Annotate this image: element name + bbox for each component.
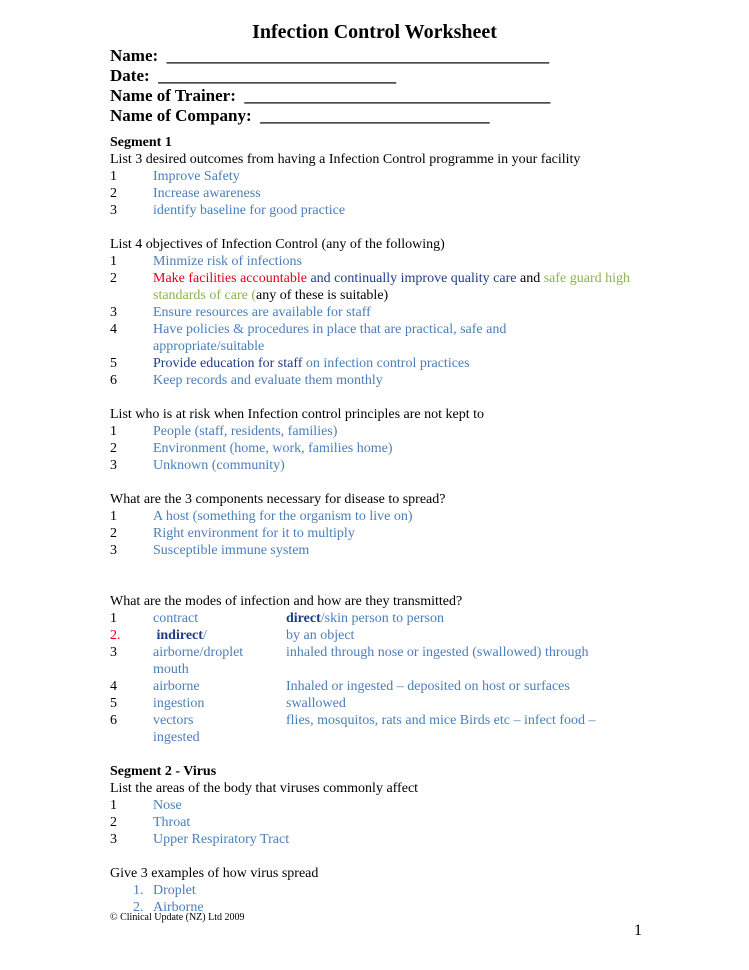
footer-copyright: © Clinical Update (NZ) Ltd 2009 [110, 912, 245, 923]
list-item [110, 423, 670, 440]
item-answer: identify baseline for good practice [153, 203, 346, 218]
item-answer: Improve Safety [153, 169, 240, 184]
question-virus-spread: Give 3 examples of how virus spread [110, 866, 319, 881]
mode-name: airborne [153, 679, 200, 694]
list-item [110, 695, 670, 712]
question-outcomes: List 3 desired outcomes from having a Infection Control programme in your facility [110, 152, 581, 167]
item-number: 6 [110, 713, 117, 728]
item-answer: Throat [153, 815, 191, 830]
item-answer: Ensure resources are available for staff [153, 305, 371, 320]
item-number: 3 [110, 645, 117, 660]
item-number: 1 [110, 254, 117, 269]
list-item [110, 712, 670, 746]
list-item [110, 627, 670, 644]
list-item [110, 304, 670, 321]
item-number: 3 [110, 543, 117, 558]
item-answer: Minmize risk of infections [153, 254, 302, 269]
item-number: 2. [110, 628, 121, 643]
list-item [110, 202, 670, 219]
question-at-risk: List who is at risk when Infection control principles are not kept to [110, 407, 485, 422]
item-number: 1 [110, 798, 117, 813]
mode-name: airborne/droplet mouth [153, 645, 244, 677]
item-answer: Nose [153, 798, 182, 813]
item-number: 2 [110, 815, 117, 830]
item-answer: Keep records and evaluate them monthly [153, 373, 383, 388]
list-item [110, 610, 670, 627]
item-answer: Make facilities accountable and continually improve quality care and safe guard high standards of care (any of these is suitable) [153, 271, 631, 303]
item-answer: Droplet [153, 883, 196, 898]
item-number: 2 [110, 526, 117, 541]
question-components: What are the 3 components necessary for disease to spread? [110, 492, 446, 507]
trainer-field: Name of Trainer: ____________________________________ [110, 86, 551, 105]
mode-transmission: direct/skin person to person [286, 611, 444, 626]
item-answer: Airborne [153, 900, 204, 915]
list-item [110, 814, 670, 831]
mode-transmission: swallowed [286, 696, 346, 711]
list-item [110, 355, 670, 372]
mode-transmission: Inhaled or ingested – deposited on host or surfaces [286, 679, 570, 694]
item-number: 4 [110, 679, 117, 694]
item-answer: Upper Respiratory Tract [153, 832, 290, 847]
mode-name: ingestion [153, 696, 205, 711]
item-number: 3 [110, 832, 117, 847]
list-item [110, 185, 670, 202]
mode-name: indirect/ [156, 628, 207, 643]
item-number: 6 [110, 373, 117, 388]
item-number: 1 [110, 611, 117, 626]
mode-name: contract [153, 611, 199, 626]
item-number: 2 [110, 186, 117, 201]
item-number: 2 [110, 441, 117, 456]
list-item [110, 831, 670, 848]
segment-2-heading: Segment 2 - Virus [110, 764, 217, 779]
item-number: 1 [110, 169, 117, 184]
item-number: 5 [110, 696, 117, 711]
list-item [110, 525, 670, 542]
segment-1 [110, 134, 670, 916]
mode-transmission: flies, mosquitos, rats and mice Birds etc – infect food – [286, 713, 596, 728]
list-item [110, 168, 670, 185]
item-number: 3 [110, 305, 117, 320]
item-answer: Increase awareness [153, 186, 261, 201]
item-number: 1 [110, 424, 117, 439]
page-title: Infection Control Worksheet [252, 21, 497, 43]
page-number: 1 [634, 922, 642, 939]
item-number: 2. [133, 900, 144, 915]
list-item [110, 321, 670, 355]
question-objectives: List 4 objectives of Infection Control (any of the following) [110, 237, 445, 252]
question-virus-areas: List the areas of the body that viruses commonly affect [110, 781, 419, 796]
list-item [110, 270, 670, 304]
item-number: 4 [110, 322, 117, 337]
item-number: 1. [133, 883, 144, 898]
question-modes: What are the modes of infection and how are they transmitted? [110, 594, 463, 609]
item-number: 3 [110, 203, 117, 218]
item-answer: Have policies & procedures in place that are practical, safe and appropriate/suitable [153, 322, 507, 354]
item-answer: Right environment for it to multiply [153, 526, 355, 541]
list-item [110, 253, 670, 270]
item-answer: Provide education for staff on infection control practices [153, 356, 470, 371]
item-number: 2 [110, 271, 117, 286]
list-item [110, 440, 670, 457]
mode-name: vectors ingested [153, 713, 200, 745]
item-number: 1 [110, 509, 117, 524]
list-item [110, 678, 670, 695]
item-answer: People (staff, residents, families) [153, 424, 338, 439]
name-field: Name: _____________________________________________ [110, 46, 550, 65]
list-item [110, 457, 670, 474]
item-answer: Environment (home, work, families home) [153, 441, 393, 456]
list-item [110, 797, 670, 814]
date-field: Date: ____________________________ [110, 66, 397, 85]
company-field: Name of Company: ___________________________ [110, 106, 490, 125]
list-item [110, 508, 670, 525]
item-number: 3 [110, 458, 117, 473]
list-item [110, 542, 670, 559]
item-answer: A host (something for the organism to live on) [153, 509, 413, 524]
mode-transmission: inhaled through nose or ingested (swallowed) through [286, 645, 589, 660]
list-item [110, 882, 670, 899]
item-answer: Unknown (community) [153, 458, 285, 473]
list-item [110, 372, 670, 389]
item-answer: Susceptible immune system [153, 543, 310, 558]
segment-1-heading: Segment 1 [110, 135, 172, 150]
mode-transmission: by an object [286, 628, 355, 643]
list-item [110, 644, 670, 678]
item-number: 5 [110, 356, 117, 371]
